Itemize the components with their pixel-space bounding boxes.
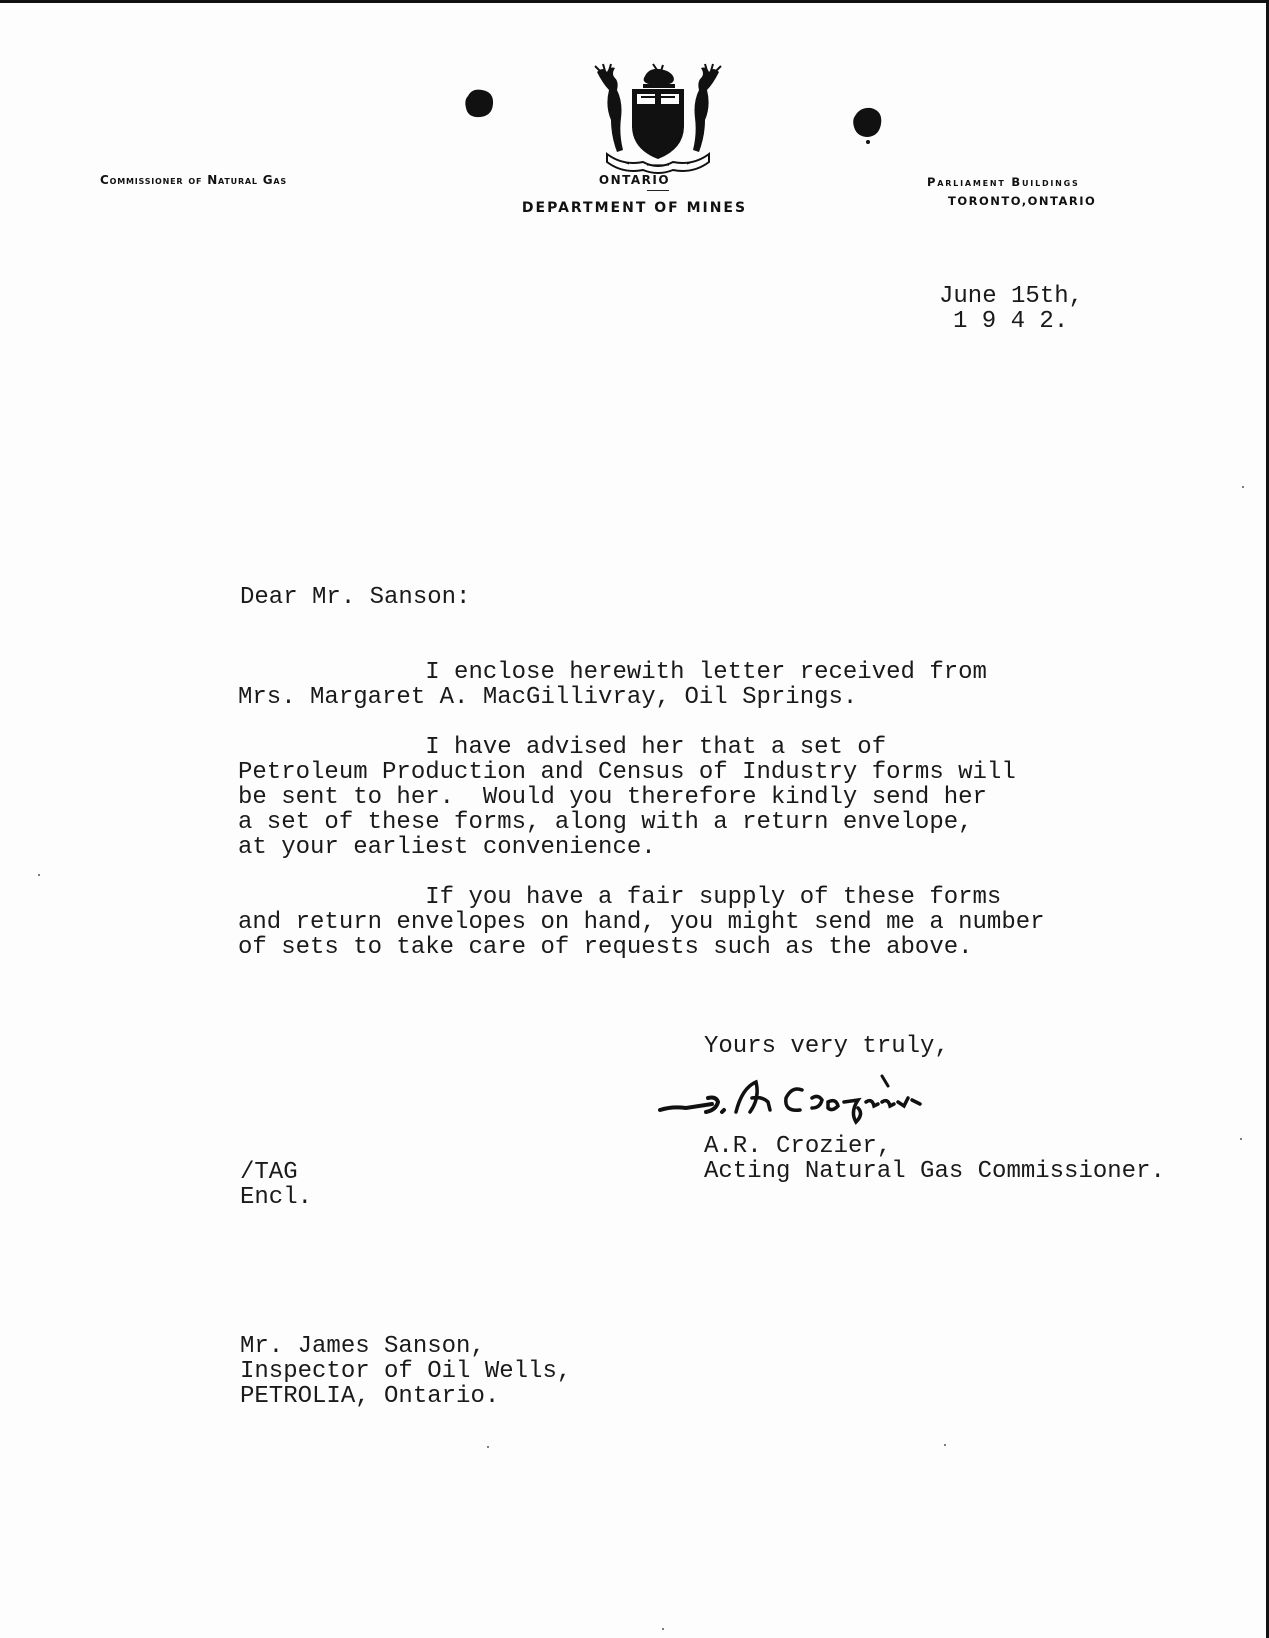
date-line1: June 15th, [939,283,1084,310]
signature-handwritten [652,1068,1012,1128]
ontario-crest-logo [593,62,723,174]
date-line2: 1 9 4 2. [953,308,1069,335]
letterhead-department: DEPARTMENT OF MINES [521,200,748,216]
body-p3-line2: and return envelopes on hand, you might send me a number [238,909,1045,936]
letterhead-address-line2: TORONTO,ONTARIO [948,194,1097,208]
body-p2-line1: I have advised her that a set of [238,734,887,761]
ink-blot-right [850,104,886,146]
recipient-line3: PETROLIA, Ontario. [240,1383,500,1410]
signer-title: Acting Natural Gas Commissioner. [704,1158,1165,1185]
body-p2-line3: be sent to her. Would you therefore kindly send her [238,784,987,811]
letterhead-ontario: ONTARIO [598,173,671,187]
reference-initials: /TAG [240,1159,298,1186]
body-p3-line3: of sets to take care of requests such as the above. [238,934,973,961]
body-p3-line1: If you have a fair supply of these forms [238,884,1002,911]
body-p2-line5: at your earliest convenience. [238,834,656,861]
scan-speck [38,874,40,876]
letterhead-office: Commissioner of Natural Gas [100,173,287,187]
salutation: Dear Mr. Sanson: [240,584,471,611]
body-p1-line1: I enclose herewith letter received from [238,659,987,686]
letterhead-address-line1: Parliament Buildings [927,175,1080,189]
letterhead-rule [647,190,669,191]
signer-name: A.R. Crozier, [704,1133,892,1160]
body-p1-line2: Mrs. Margaret A. MacGillivray, Oil Springs. [238,684,858,711]
scan-speck [1242,486,1244,488]
scan-speck [662,1628,664,1630]
body-p2-line2: Petroleum Production and Census of Industry forms will [238,759,1016,786]
scan-border-top [0,0,1269,3]
scan-speck [1240,1138,1242,1140]
recipient-line2: Inspector of Oil Wells, [240,1358,572,1385]
closing: Yours very truly, [704,1033,949,1060]
body-p2-line4: a set of these forms, along with a return envelope, [238,809,973,836]
ink-blot-left [462,86,498,122]
scan-speck [944,1444,946,1446]
enclosure-note: Encl. [240,1184,313,1211]
scan-speck [487,1446,489,1448]
recipient-line1: Mr. James Sanson, [240,1333,485,1360]
